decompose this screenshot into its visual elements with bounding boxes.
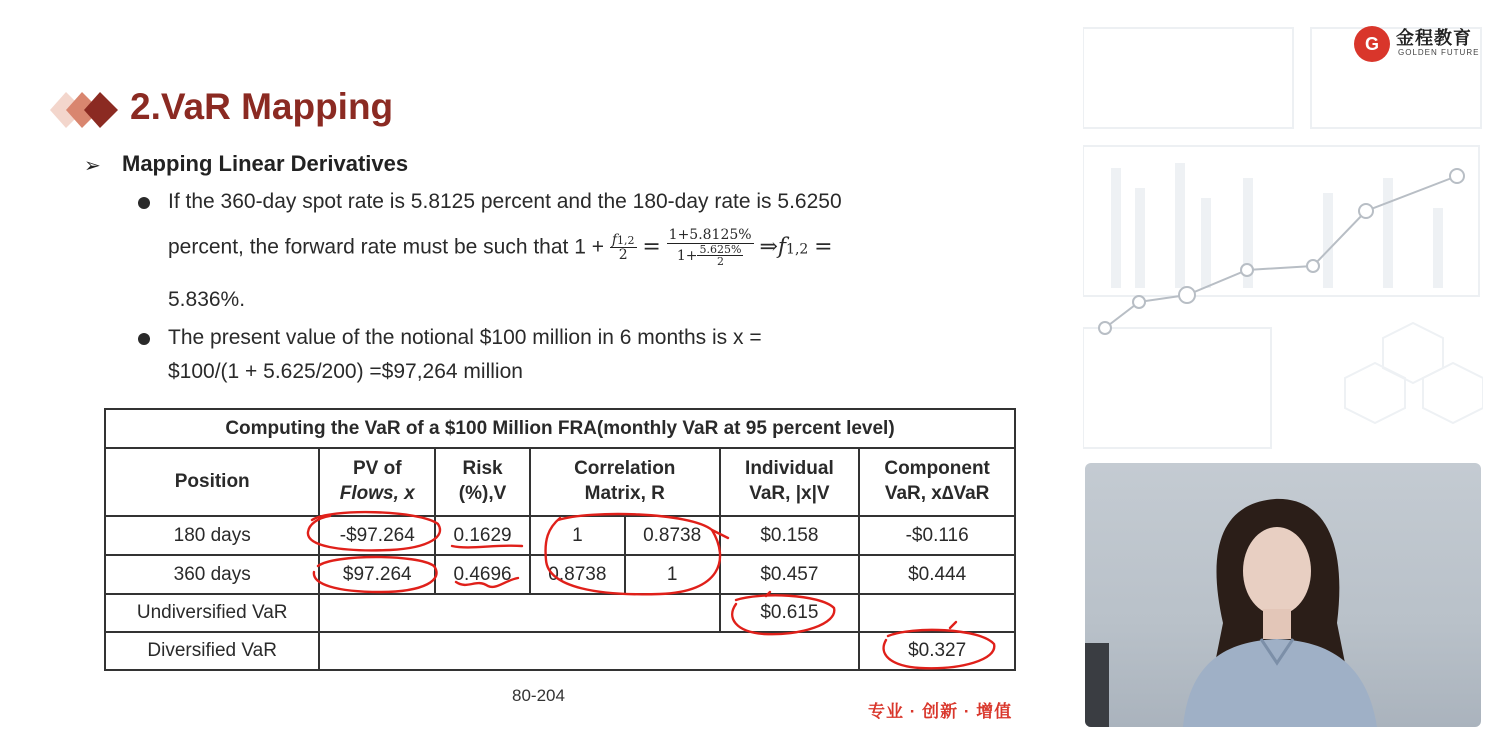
- bullet1-formula-line: percent, the forward rate must be such that 1 + $\frac{f1,2}{2}$ = 1+5.8125% 1+ $\frac{5.625\%}{2}$ ⇒f1,2 =: [168, 227, 833, 269]
- header-individual-var: Individual VaR, |x|V: [720, 448, 860, 516]
- cell-pv: $97.264: [319, 555, 435, 594]
- background-infographic: [1083, 18, 1483, 458]
- forward-rate-fraction: $\frac{f1,2}{2}$: [611, 231, 635, 264]
- cell-diversified-label: Diversified VaR: [105, 632, 319, 670]
- brand-slogan: 专业 · 创新 · 增值: [868, 702, 1013, 721]
- slide-subheading: Mapping Linear Derivatives: [122, 151, 409, 176]
- table-row-undiversified: [105, 594, 1015, 632]
- arrow-bullet-icon: ➢: [84, 155, 101, 177]
- cell-pv: -$97.264: [319, 516, 435, 555]
- bullet2-line2: $100/(1 + 5.625/200) =$97,264 million: [168, 360, 523, 383]
- cell-corr-2: 0.8738: [625, 516, 720, 555]
- cell-risk: 0.4696: [435, 555, 530, 594]
- header-correlation: Correlation Matrix, R: [530, 448, 720, 516]
- table-row: [105, 555, 1015, 594]
- rate-ratio-fraction: 1+5.8125% 1+ $\frac{5.625\%}{2}$: [668, 227, 752, 269]
- cell-corr-2: 1: [625, 555, 720, 594]
- cell-risk: 0.1629: [435, 516, 530, 555]
- cell-position: 180 days: [105, 516, 319, 555]
- table-row-diversified: [105, 632, 1015, 670]
- logo-name-cn: 金程教育: [1396, 28, 1472, 48]
- logo-mark-icon: G: [1354, 26, 1390, 62]
- cell-diversified-value: $0.327: [859, 632, 1015, 670]
- cell-component-var: -$0.116: [859, 516, 1015, 555]
- cell-undiversified-value: $0.615: [720, 594, 860, 632]
- var-table: [104, 408, 1016, 671]
- bullet1-line3: 5.836%.: [168, 288, 246, 311]
- presenter-video: [1085, 463, 1481, 727]
- brand-logo: [1354, 24, 1484, 64]
- cell-position: 360 days: [105, 555, 319, 594]
- cell-component-var: $0.444: [859, 555, 1015, 594]
- logo-name-en: GOLDEN FUTURE: [1398, 48, 1480, 57]
- table-caption: Computing the VaR of a $100 Million FRA(monthly VaR at 95 percent level): [105, 409, 1015, 448]
- table-row: [105, 516, 1015, 555]
- cell-individual-var: $0.457: [720, 555, 860, 594]
- header-pv: PV of Flows, x: [319, 448, 435, 516]
- header-risk: Risk (%),V: [435, 448, 530, 516]
- header-position: Position: [105, 448, 319, 516]
- bullet2-line1: The present value of the notional $100 million in 6 months is x =: [168, 326, 762, 349]
- cell-undiversified-label: Undiversified VaR: [105, 594, 319, 632]
- cell-corr-1: 1: [530, 516, 625, 555]
- slide-title: 2.VaR Mapping: [130, 86, 394, 127]
- bullet1-line1: If the 360-day spot rate is 5.8125 percent and the 180-day rate is 5.6250: [168, 190, 842, 213]
- cell-corr-1: 0.8738: [530, 555, 625, 594]
- header-component-var: Component VaR, x∆VaR: [859, 448, 1015, 516]
- bullet-dot-icon: [138, 197, 150, 209]
- presenter-figure: [1085, 463, 1481, 727]
- cell-individual-var: $0.158: [720, 516, 860, 555]
- bullet-dot-icon: [138, 333, 150, 345]
- bullet1-line2-prefix: percent, the forward rate must be such that 1 +: [168, 235, 604, 259]
- page-number: 80-204: [512, 686, 565, 705]
- title-diamond-decoration: [46, 88, 126, 132]
